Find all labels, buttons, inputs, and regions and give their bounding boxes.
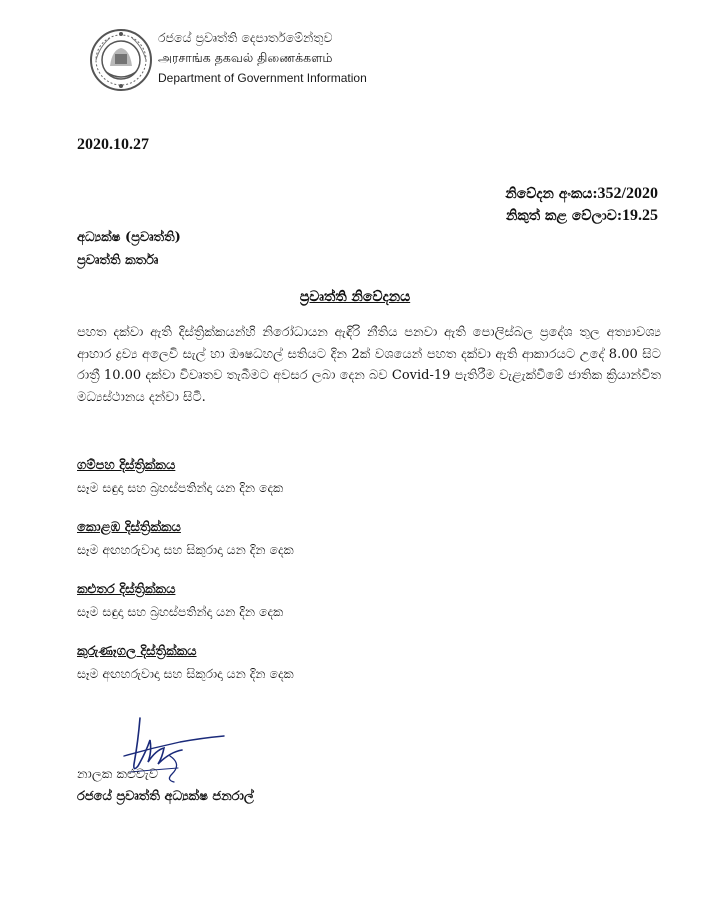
district-name: කොළඹ දිස්ත්‍රික්කය bbox=[77, 520, 181, 535]
reference-block bbox=[505, 183, 658, 227]
signatory-name: නාලක කළුවැව bbox=[77, 767, 159, 782]
release-number-label: නිවේදන අංකය: bbox=[505, 186, 598, 202]
district-section bbox=[77, 580, 657, 642]
signatory-title: රජයේ ප්‍රවෘත්ති අධ්‍යක්ෂ ජනරාල් bbox=[77, 789, 254, 804]
document-heading bbox=[0, 289, 710, 305]
district-name: කුරුණෑගල දිස්ත්‍රික්කය bbox=[77, 644, 197, 659]
district-days: සෑම සඳුදා සහ බ්‍රහස්පතින්දා යන දින දෙක bbox=[77, 480, 284, 495]
letterhead bbox=[88, 26, 388, 96]
document-date: 2020.10.27 bbox=[77, 136, 149, 153]
issued-time-line bbox=[505, 205, 658, 227]
state-emblem-icon bbox=[88, 26, 154, 94]
addressee-line-2: ප්‍රවෘත්ති කර්තෘ bbox=[77, 253, 159, 268]
addressee-line-1: අධ්‍යක්ෂ (ප්‍රවෘත්ති) bbox=[77, 230, 181, 245]
addressee-block bbox=[77, 226, 181, 272]
district-section bbox=[77, 456, 657, 518]
district-section bbox=[77, 642, 657, 704]
district-name: ගම්පහ දිස්ත්‍රික්කය bbox=[77, 458, 176, 473]
release-number-line bbox=[505, 183, 658, 205]
district-list bbox=[77, 456, 657, 704]
letterhead-sinhala: රජයේ ප්‍රවෘත්ති දෙපාර්තමේන්තුව bbox=[158, 30, 333, 45]
district-days: සෑම සඳුදා සහ බ්‍රහස්පතින්දා යන දින දෙක bbox=[77, 604, 284, 619]
letterhead-text bbox=[158, 28, 398, 88]
letterhead-tamil: அரசாங்க தகவல் திணைக்களம் bbox=[158, 50, 333, 65]
district-days: සෑම අඟහරුවාදා සහ සිකුරාදා යන දින දෙක bbox=[77, 542, 294, 557]
issued-time: 19.25 bbox=[622, 207, 658, 224]
release-number: 352/2020 bbox=[597, 185, 658, 202]
issued-time-label: නිකුත් කළ වේලාව: bbox=[505, 208, 622, 224]
district-section bbox=[77, 518, 657, 580]
letterhead-english: Department of Government Information bbox=[158, 71, 367, 85]
signatory-block bbox=[77, 764, 254, 808]
heading-text: ප්‍රවෘත්ති නිවේදනය bbox=[299, 289, 411, 305]
district-days: සෑම අඟහරුවාදා සහ සිකුරාදා යන දින දෙක bbox=[77, 666, 294, 681]
body-paragraph: පහත දක්වා ඇති දිස්ත්‍රික්කයන්හි නිරෝධායන ඇඳිරි නීතිය පනවා ඇති පොලිස්බල ප්‍රදේශ තුල අත්‍යාවශ්‍ය ආහාර ද්‍රව්‍ය අලෙවි සැල් හා ඖෂධහල් සතියට දින 2ක් වශයෙන් පහත දක්වා ඇති ආකාරයට උදේ 8.00 සිට රාත්‍රී 10.00 දක්වා විවෘතව තැබීමට අවසර ලබා දෙන බව Covid-19 පැතිරීම වැළැක්වීමේ ජාතික ක්‍රියාන්විත මධ්‍යස්ථානය දන්වා සිටී. bbox=[77, 325, 661, 405]
district-name: කළුතර දිස්ත්‍රික්කය bbox=[77, 582, 176, 597]
